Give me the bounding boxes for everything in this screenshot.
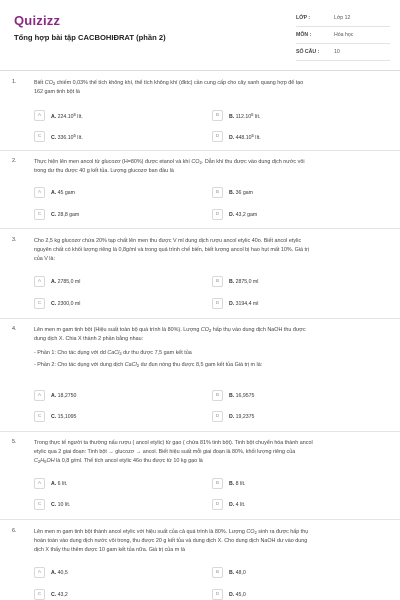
question-number: 4. (12, 326, 17, 332)
meta-value: Hóa học (334, 32, 354, 38)
option-c[interactable] (34, 588, 68, 600)
question-text (34, 237, 384, 264)
option-c[interactable] (34, 130, 83, 143)
option-letter-box[interactable]: D (212, 209, 223, 220)
question-text (34, 326, 384, 370)
option-letter-box[interactable]: D (212, 298, 223, 309)
option-a[interactable] (34, 109, 83, 122)
option-letter-box[interactable]: A (34, 478, 45, 489)
option-c[interactable] (34, 498, 70, 511)
question-line: - Phần 1: Cho tác dụng với dd CaCl$_2$ dư thu được 7,5 gam kết tủa (34, 350, 192, 356)
worksheet-meta (296, 10, 390, 61)
option-letter-box[interactable]: C (34, 589, 45, 600)
option-text: C. 336.10$^5$ lít. (51, 132, 83, 141)
option-a[interactable] (34, 275, 80, 288)
question-line: $C_2H_5OH$ là 0,8 g/ml. Thể tích ancol etylic 46o thu được từ 10 kg gạo là (34, 458, 203, 464)
question-line: Cho 2,5 kg glucozơ chứa 20% tạp chất lên men thu được V ml dung dịch rượu ancol etylic 40o. Biết ancol etylic (34, 238, 302, 244)
option-c[interactable] (34, 410, 76, 423)
option-letter-box[interactable]: C (34, 298, 45, 309)
option-letter-box[interactable]: A (34, 110, 45, 121)
option-letter-box[interactable]: D (212, 131, 223, 142)
option-c[interactable] (34, 208, 79, 221)
option-letter-box[interactable]: C (34, 499, 45, 510)
option-text: C. 15,1095 (51, 413, 77, 420)
question-line: nguyên chất có khối lượng riêng là 0,8g/ml và trong quá trình chế biến, biết lượng ancol bị hao hụt mất 10%. Giá trị (34, 247, 309, 253)
question-line: Thực hiện lên men ancol từ glucozơ (H=80%) được etanol và khí $CO_2$. Dẫn khí thu được vào dung dịch nước vôi (34, 159, 305, 165)
question-line: Lên men m gam tinh bột (Hiệu suất toàn bộ quá trình là 80%). Lượng $CO_2$ hấp thụ vào dung dịch NaOH thu được (34, 327, 306, 333)
option-b[interactable] (212, 109, 260, 122)
option-text: D. 3194,4 ml (229, 300, 259, 307)
meta-key: LỚP : (296, 15, 311, 21)
option-d[interactable] (212, 498, 245, 511)
option-letter-box[interactable]: B (212, 187, 223, 198)
meta-key: SỐ CÂU : (296, 49, 320, 55)
meta-row-subject (296, 27, 390, 44)
option-text: B. 112.10$^5$ lít. (229, 111, 261, 120)
question-number: 1. (12, 79, 17, 85)
question-line: etylic qua 2 giai đoạn: Tinh bột → glucozơ → ancol. Biết hiệu suất mỗi giai đoạn là 80%, khối lượng riêng của (34, 449, 296, 455)
question-text (34, 439, 384, 466)
option-b[interactable] (212, 477, 245, 490)
option-d[interactable] (212, 208, 257, 221)
worksheet-header (0, 0, 400, 66)
question-number: 3. (12, 237, 17, 243)
question-divider (0, 431, 400, 432)
question-line: Lên men m gam tinh bột thành ancol etylic với hiệu suất của cả quá trình là 80%. Lượng $CO_2$ sinh ra được hấp thụ (34, 529, 309, 535)
question-line: 162 gam tinh bột là (34, 89, 80, 95)
option-a[interactable] (34, 186, 75, 199)
question-line: hoàn toàn vào dung dịch nước vôi trong, thu được 20 g kết tủa và dung dịch X. Cho dung dịch NaOH dư vào dung (34, 538, 308, 544)
option-d[interactable] (212, 588, 246, 600)
question-divider (0, 150, 400, 151)
question-line: của V là: (34, 256, 55, 262)
option-text: D. 45,0 (229, 591, 246, 598)
option-text: D. 448.10$^5$ lít. (229, 132, 261, 141)
question-text (34, 158, 384, 176)
question-text (34, 79, 384, 97)
option-text: A. 2785,0 ml (51, 278, 81, 285)
quizizz-logo: Quizizz (14, 13, 61, 28)
question-divider (0, 519, 400, 520)
option-letter-box[interactable]: D (212, 499, 223, 510)
option-b[interactable] (212, 389, 254, 402)
option-d[interactable] (212, 130, 261, 143)
option-b[interactable] (212, 275, 258, 288)
option-letter-box[interactable]: C (34, 209, 45, 220)
option-text: B. 2875,0 ml (229, 278, 259, 285)
option-letter-box[interactable]: D (212, 411, 223, 422)
option-letter-box[interactable]: A (34, 567, 45, 578)
option-letter-box[interactable]: B (212, 276, 223, 287)
option-letter-box[interactable]: A (34, 390, 45, 401)
option-b[interactable] (212, 566, 246, 579)
option-letter-box[interactable]: B (212, 110, 223, 121)
option-letter-box[interactable]: B (212, 567, 223, 578)
meta-value: Lớp 12 (334, 15, 351, 21)
meta-key: MÔN : (296, 32, 312, 38)
question-line: dịch X thấy thu thêm được 10 gam kết tủa nữa. Giá trị của m là (34, 547, 185, 553)
question-number: 6. (12, 528, 17, 534)
option-text: A. 40,5 (51, 569, 68, 576)
option-text: C. 10 lít. (51, 501, 71, 508)
question-divider (0, 318, 400, 319)
question-number: 2. (12, 158, 17, 164)
question-line: Trong thực tế người ta thường nấu rượu ( ancol etylic) từ gạo ( chứa 81% tinh bột). Tinh bột chuyển hóa thành ancol (34, 440, 313, 446)
option-text: B. 8 lít. (229, 480, 246, 487)
meta-row-class (296, 10, 390, 27)
option-letter-box[interactable]: D (212, 589, 223, 600)
option-letter-box[interactable]: B (212, 390, 223, 401)
question-line: trong dư thu được 40 g kết tủa. Lượng glucozơ ban đầu là (34, 168, 174, 174)
option-letter-box[interactable]: A (34, 276, 45, 287)
option-c[interactable] (34, 297, 80, 310)
option-text: D. 19,2375 (229, 413, 255, 420)
option-letter-box[interactable]: A (34, 187, 45, 198)
option-text: B. 36 gam (229, 189, 253, 196)
option-text: B. 48,0 (229, 569, 246, 576)
question-line: dung dịch X. Chia X thành 2 phần bằng nhau: (34, 336, 144, 342)
option-a[interactable] (34, 389, 76, 402)
question-number: 5. (12, 439, 17, 445)
question-divider (0, 228, 400, 229)
option-d[interactable] (212, 297, 258, 310)
worksheet-title: Tổng hợp bài tập CACBOHIĐRAT (phần 2) (14, 33, 166, 42)
option-text: D. 43,2 gam (229, 211, 258, 218)
meta-row-count (296, 44, 390, 61)
question-line: Biết $CO_2$ chiếm 0,03% thể tích không khí, thể tích không khí (đktc) cần cung cấp cho cây xanh quang hợp để tạo (34, 80, 304, 86)
option-text: D. 4 lít. (229, 501, 246, 508)
option-d[interactable] (212, 410, 254, 423)
option-letter-box[interactable]: C (34, 131, 45, 142)
option-letter-box[interactable]: C (34, 411, 45, 422)
option-text: A. 18,2750 (51, 392, 77, 399)
question-text (34, 528, 384, 555)
option-text: B. 16,9575 (229, 392, 255, 399)
option-text: C. 43,2 (51, 591, 68, 598)
option-text: C. 28,8 gam (51, 211, 80, 218)
option-text: C. 2300,0 ml (51, 300, 81, 307)
option-text: A. 224.10$^5$ lít. (51, 111, 83, 120)
header-divider (0, 70, 400, 71)
option-b[interactable] (212, 186, 253, 199)
option-a[interactable] (34, 477, 67, 490)
option-letter-box[interactable]: B (212, 478, 223, 489)
option-a[interactable] (34, 566, 68, 579)
option-text: A. 45 gam (51, 189, 75, 196)
question-line: - Phần 2: Cho tác dụng với dung dịch CaCl$_2$ dư đun nóng thu được 8,5 gam kết tủa Giá trị m là: (34, 362, 263, 368)
option-text: A. 6 lít. (51, 480, 68, 487)
meta-value: 10 (334, 49, 340, 55)
